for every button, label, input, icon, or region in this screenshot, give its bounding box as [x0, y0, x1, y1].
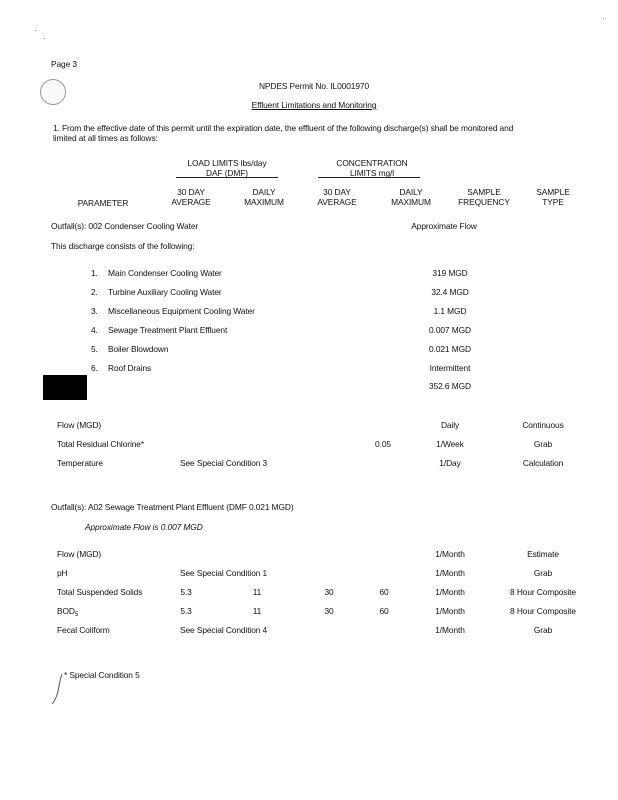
list-item-flow: 0.021 MGD — [429, 344, 471, 354]
sample-type: Estimate — [527, 549, 559, 559]
permit-number: NPDES Permit No. IL0001970 — [258, 81, 370, 91]
list-item-name: Boiler Blowdown — [108, 344, 169, 354]
redaction-block — [43, 375, 87, 400]
intro-line-1: 1. From the effective date of this permit until the expiration date, the effluent of the following discharge(s) shall be monitored and — [53, 123, 514, 133]
param-subscript: 5 — [74, 612, 79, 618]
list-item-name: Miscellaneous Equipment Cooling Water — [108, 306, 255, 316]
header-daily-conc: MAXIMUM — [391, 197, 431, 207]
list-item-num: 3. — [91, 306, 98, 316]
list-item-flow: 1.1 MGD — [433, 306, 467, 316]
approx-flow-label: Approximate Flow — [411, 221, 477, 231]
param-note: See Special Condition 3 — [180, 458, 268, 468]
list-item-name: Sewage Treatment Plant Effluent — [108, 325, 228, 335]
param-name: pH — [57, 568, 68, 578]
scan-speck — [35, 30, 36, 31]
param-note: See Special Condition 1 — [180, 568, 268, 578]
header-sample-type: TYPE — [542, 197, 564, 207]
scan-speck — [603, 18, 604, 19]
sample-frequency: 1/Month — [435, 606, 465, 616]
header-30day-load: AVERAGE — [171, 197, 211, 207]
list-item-name: Main Condenser Cooling Water — [108, 268, 222, 278]
sample-type: Calculation — [522, 458, 564, 468]
conc-daily-max: 60 — [379, 587, 389, 597]
sample-frequency: 1/Month — [435, 549, 465, 559]
conc-daily-max: 60 — [379, 606, 389, 616]
header-parameter: PARAMETER — [77, 198, 129, 208]
param-name: Total Residual Chlorine* — [57, 439, 144, 449]
list-item-num: 1. — [91, 268, 98, 278]
total-flow: 352.6 MGD — [429, 381, 471, 391]
header-daily-conc: DAILY — [399, 187, 423, 197]
list-item-flow: 319 MGD — [432, 268, 468, 278]
header-sample-frequency: FREQUENCY — [458, 197, 510, 207]
param-name: Fecal Coliform — [57, 625, 110, 635]
outfall-a02-label: Outfall(s): A02 Sewage Treatment Plant Effluent (DMF 0.021 MGD) — [51, 502, 294, 512]
list-item-num: 4. — [91, 325, 98, 335]
conc-30day-avg: 30 — [324, 587, 334, 597]
footnote: * Special Condition 5 — [64, 670, 140, 680]
list-item-flow: Intermittent — [429, 363, 471, 373]
sample-frequency: Daily — [440, 420, 460, 430]
header-sample-type: SAMPLE — [536, 187, 570, 197]
param-name: Flow (MGD) — [57, 549, 102, 559]
list-item-name: Turbine Auxiliary Cooling Water — [108, 287, 222, 297]
header-load-limits: LOAD LIMITS lbs/day — [187, 158, 267, 168]
sample-type: Continuous — [522, 420, 564, 430]
sample-frequency: 1/Month — [435, 625, 465, 635]
outfall-a02-approx-flow: Approximate Flow is 0.007 MGD — [85, 522, 203, 532]
list-item-name: Roof Drains — [108, 363, 152, 373]
param-name: Temperature — [57, 458, 103, 468]
sample-frequency: 1/Month — [435, 568, 465, 578]
punch-hole — [40, 79, 66, 105]
load-daily-max: 11 — [252, 587, 262, 597]
param-note: See Special Condition 4 — [180, 625, 268, 635]
intro-line-2: limited at all times as follows: — [53, 133, 158, 143]
param-name: $BOD_5$ — [57, 606, 79, 618]
outfall-002-label: Outfall(s): 002 Condenser Cooling Water — [51, 221, 199, 231]
param-name: Flow (MGD) — [57, 420, 102, 430]
load-30day-avg: 5.3 — [180, 587, 192, 597]
header-daily-load: DAILY — [252, 187, 276, 197]
header-concentration: CONCENTRATION — [336, 158, 408, 168]
sample-frequency: 1/Week — [436, 439, 464, 449]
sample-frequency: 1/Day — [439, 458, 461, 468]
outfall-002-consists: This discharge consists of the following: — [51, 241, 195, 251]
sample-type: Grab — [533, 625, 553, 635]
sample-type: 8 Hour Composite — [510, 587, 576, 597]
page-title: Effluent Limitations and Monitoring — [251, 100, 377, 110]
list-item-num: 6. — [91, 363, 98, 373]
header-30day-load: 30 DAY — [177, 187, 205, 197]
page-label: Page 3 — [51, 59, 77, 69]
load-30day-avg: 5.3 — [180, 606, 192, 616]
list-item-num: 2. — [91, 287, 98, 297]
header-daily-load: MAXIMUM — [244, 197, 284, 207]
header-30day-conc: AVERAGE — [317, 197, 357, 207]
list-item-num: 5. — [91, 344, 98, 354]
sample-frequency: 1/Month — [435, 587, 465, 597]
list-item-flow: 0.007 MGD — [429, 325, 471, 335]
conc-30day-avg: 30 — [324, 606, 334, 616]
header-sample-frequency: SAMPLE — [467, 187, 501, 197]
sample-type: 8 Hour Composite — [510, 606, 576, 616]
load-daily-max: 11 — [252, 606, 262, 616]
conc-daily-max: 0.05 — [375, 439, 391, 449]
header-daf: DAF (DMF) — [206, 168, 248, 178]
sample-type: Grab — [533, 568, 553, 578]
list-item-flow: 32.4 MGD — [431, 287, 469, 297]
header-30day-conc: 30 DAY — [323, 187, 351, 197]
sample-type: Grab — [533, 439, 553, 449]
header-limits-mgl: LIMITS mg/l — [349, 168, 395, 178]
scan-speck — [44, 38, 45, 39]
param-name: Total Suspended Solids — [57, 587, 143, 597]
